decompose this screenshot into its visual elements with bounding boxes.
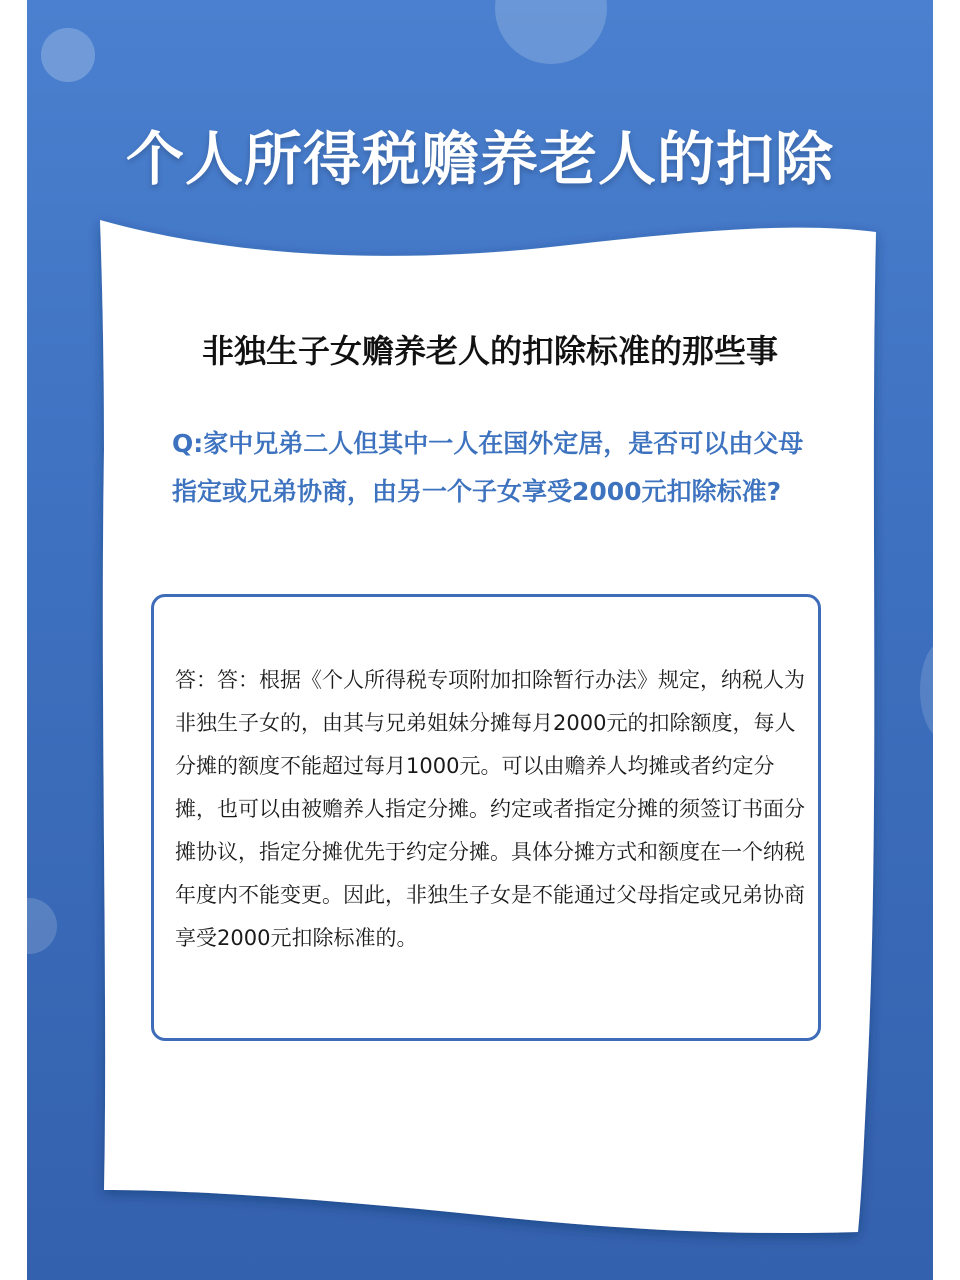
- answer-box: [151, 594, 821, 1041]
- answer-text: 答：答：根据《个人所得税专项附加扣除暂行办法》规定，纳税人为非独生子女的，由其与兄弟姐妹分摊每月2000元的扣除额度，每人分摊的额度不能超过每月1000元。可以由赡养人均摊或者约定分摊，也可以由被赡养人指定分摊。约定或者指定分摊的须签订书面分摊协议，指定分摊优先于约定分摊。具体分摊方式和额度在一个纳税年度内不能变更。因此，非独生子女是不能通过父母指定或兄弟协商享受2000元扣除标准的。: [175, 668, 805, 950]
- question-text: Q:家中兄弟二人但其中一人在国外定居，是否可以由父母指定或兄弟协商，由另一个子女享受2000元扣除标准?: [172, 429, 804, 506]
- card-subtitle: 非独生子女赡养老人的扣除标准的那些事: [201, 332, 778, 370]
- page-title: 个人所得税赡养老人的扣除: [125, 125, 834, 193]
